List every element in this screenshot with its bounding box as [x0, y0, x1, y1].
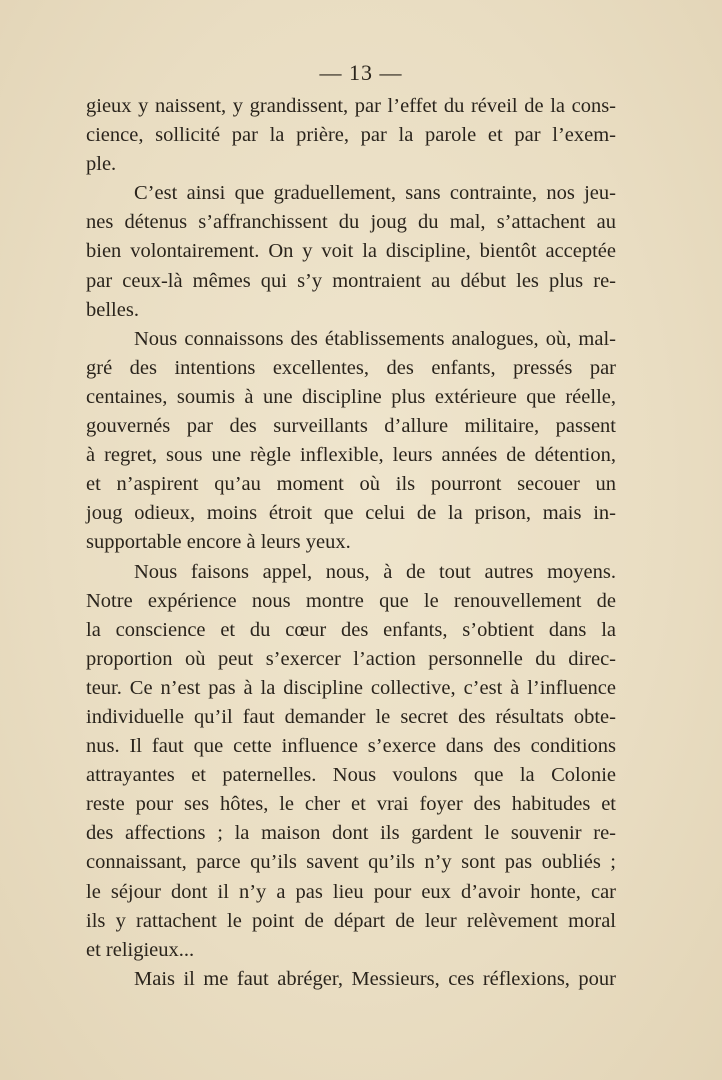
text-line: individuelle qu’il faut demander le secret des résultats obte- [86, 705, 616, 728]
text-line: gouvernés par des surveillants d’allure militaire, passent [86, 415, 616, 438]
text-line: connaissant, parce qu’ils savent qu’ils n’y sont pas oubliés ; [86, 851, 616, 874]
text-line: cience, sollicité par la prière, par la parole et par l’exem- [86, 124, 616, 147]
text-line: Notre expérience nous montre que le renouvellement de [86, 589, 616, 612]
text-line: par ceux-là mêmes qui s’y montraient au début les plus re- [86, 269, 616, 292]
text-line: proportion où peut s’exercer l’action personnelle du direc- [86, 647, 616, 670]
body-text [86, 92, 616, 994]
text-line: Mais il me faut abréger, Messieurs, ces réflexions, pour [134, 967, 616, 990]
text-line: attrayantes et paternelles. Nous voulons que la Colonie [86, 764, 616, 787]
page-number: — 13 — [319, 60, 403, 85]
text-line: à regret, sous une règle inflexible, leurs années de détention, [86, 444, 616, 467]
text-line: et n’aspirent qu’au moment où ils pourront secouer un [86, 473, 616, 496]
text-line: Nous faisons appel, nous, à de tout autres moyens. [134, 560, 616, 583]
text-line: centaines, soumis à une discipline plus extérieure que réelle, [86, 385, 616, 408]
text-line: gré des intentions excellentes, des enfants, pressés par [86, 356, 616, 379]
text-line: joug odieux, moins étroit que celui de la prison, mais in- [86, 502, 616, 525]
text-line: belles. [86, 298, 139, 321]
text-line: la conscience et du cœur des enfants, s’obtient dans la [86, 618, 616, 641]
text-line: gieux y naissent, y grandissent, par l’effet du réveil de la cons- [86, 95, 616, 117]
text-line: bien volontairement. On y voit la discipline, bientôt acceptée [86, 240, 616, 263]
text-line: nus. Il faut que cette influence s’exerce dans des conditions [86, 735, 616, 758]
text-line: supportable encore à leurs yeux. [86, 531, 351, 554]
text-line: et religieux... [86, 938, 195, 961]
text-line: C’est ainsi que graduellement, sans contrainte, nos jeu- [134, 182, 616, 205]
text-line: ple. [86, 153, 117, 176]
text-line: ils y rattachent le point de départ de leur relèvement moral [86, 909, 616, 932]
text-line: le séjour dont il n’y a pas lieu pour eux d’avoir honte, car [86, 880, 616, 903]
text-line: nes détenus s’affranchissent du joug du mal, s’attachent au [86, 211, 616, 234]
text-line: reste pour ses hôtes, le cher et vrai foyer des habitudes et [86, 793, 616, 816]
text-line: Nous connaissons des établissements analogues, où, mal- [134, 327, 616, 350]
text-line: teur. Ce n’est pas à la discipline collective, c’est à l’influence [86, 676, 616, 699]
text-line: des affections ; la maison dont ils gardent le souvenir re- [86, 822, 616, 845]
